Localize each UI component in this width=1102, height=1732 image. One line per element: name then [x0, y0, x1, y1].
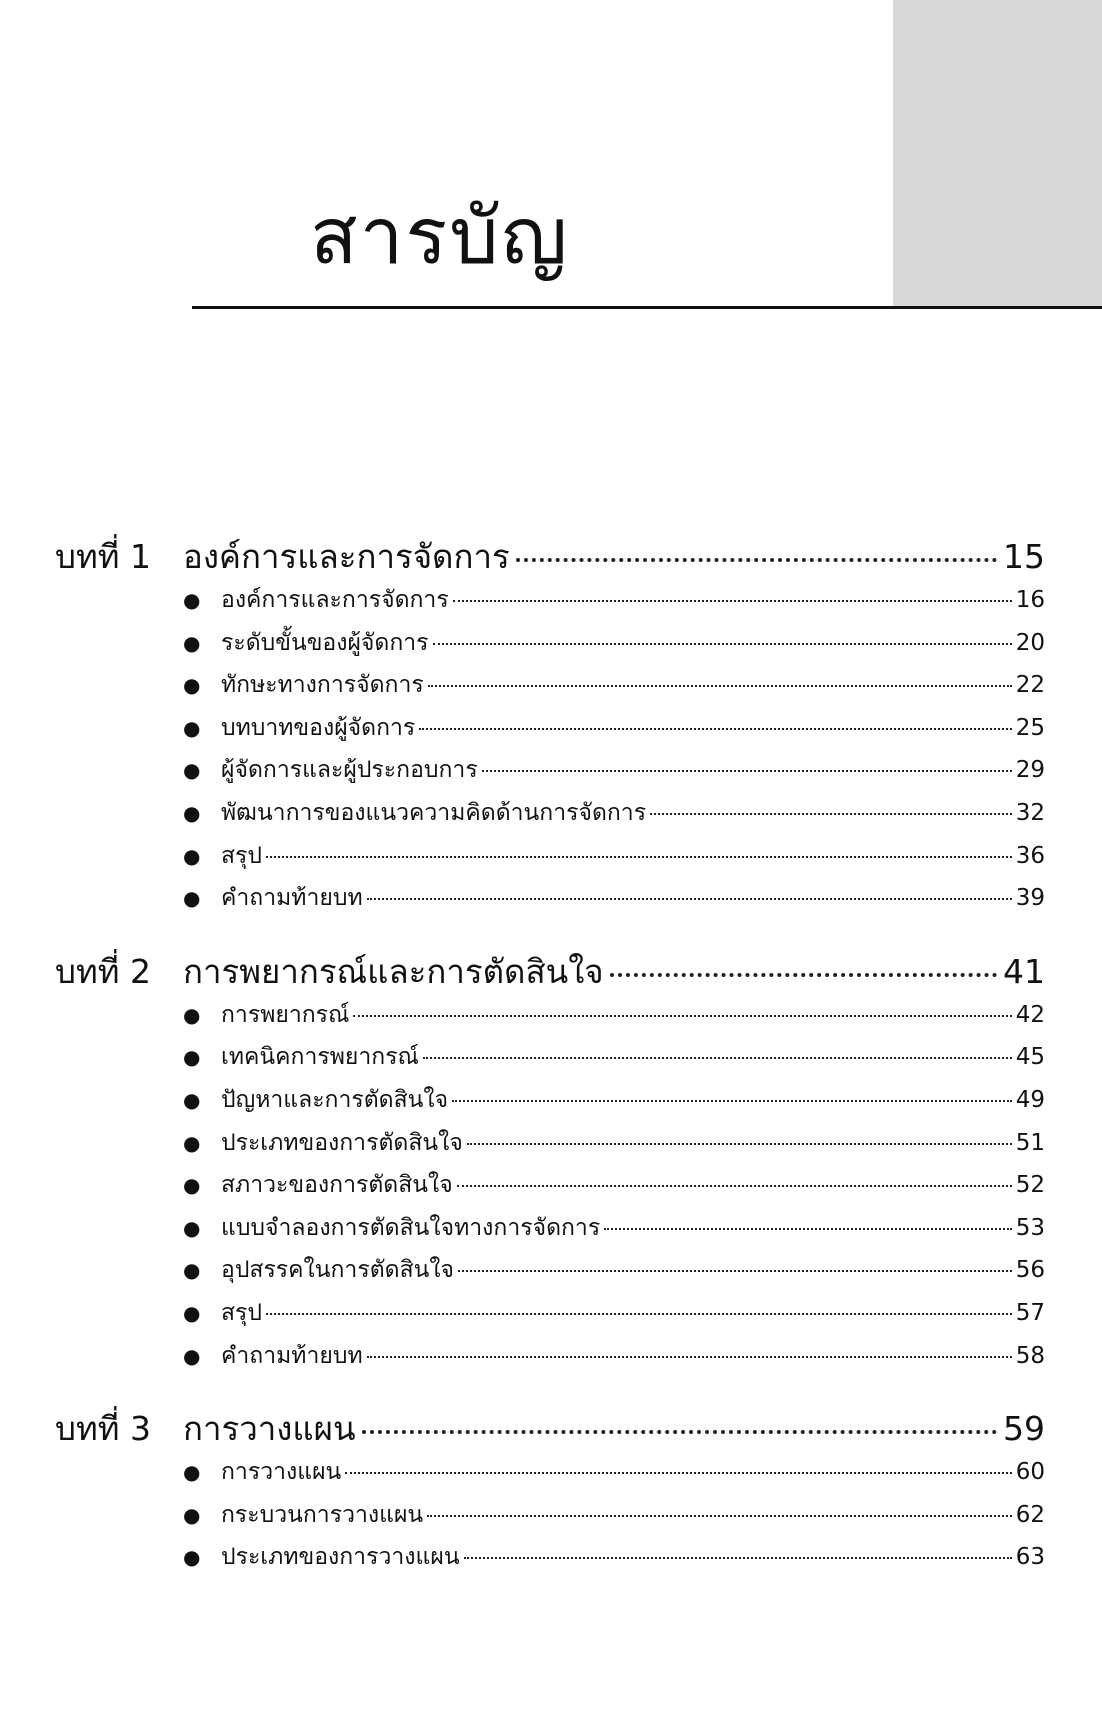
dot-leader [419, 728, 1011, 730]
dot-leader [452, 1100, 1012, 1102]
section-title: อุปสรรคในการตัดสินใจ [221, 1257, 455, 1284]
bullet-icon: ● [183, 800, 201, 825]
section-title: องค์การและการจัดการ [221, 587, 449, 613]
bullet-icon: ● [183, 1045, 201, 1070]
chapter-title: องค์การและการจัดการ [183, 537, 510, 576]
bullet-icon: ● [183, 1258, 201, 1283]
dot-leader [362, 1430, 997, 1434]
toc-chapter [55, 1402, 1045, 1582]
bullet-icon: ● [183, 715, 201, 740]
toc-section-item[interactable] [183, 582, 1045, 625]
dot-leader [427, 1515, 1012, 1517]
toc-section-item[interactable] [183, 795, 1045, 838]
section-page-number: 62 [1015, 1501, 1045, 1528]
toc-section-item[interactable] [183, 667, 1045, 710]
section-page-number: 36 [1015, 842, 1045, 869]
bullet-icon: ● [183, 1545, 201, 1570]
toc-section-item[interactable] [183, 1039, 1045, 1082]
section-page-number: 63 [1015, 1544, 1045, 1571]
dot-leader [266, 1313, 1012, 1315]
bullet-icon: ● [183, 1173, 201, 1198]
section-list [55, 1454, 1045, 1582]
dot-leader [516, 558, 997, 562]
section-title: กระบวนการวางแผน [221, 1501, 424, 1528]
section-page-number: 56 [1015, 1257, 1045, 1284]
section-title: ผู้จัดการและผู้ประกอบการ [221, 757, 478, 784]
toc-section-item[interactable] [183, 880, 1045, 923]
section-title: ระดับขั้นของผู้จัดการ [221, 629, 429, 656]
dot-leader [464, 1557, 1012, 1559]
toc-section-item[interactable] [183, 838, 1045, 881]
section-page-number: 22 [1015, 672, 1045, 699]
section-page-number: 39 [1015, 885, 1045, 912]
section-title: การพยากรณ์ [221, 1001, 350, 1028]
bullet-icon: ● [183, 1502, 201, 1527]
bullet-icon: ● [183, 1300, 201, 1325]
toc-section-item[interactable] [183, 1539, 1045, 1582]
bullet-icon: ● [183, 1087, 201, 1112]
section-page-number: 32 [1015, 799, 1045, 826]
toc-chapter [55, 530, 1045, 923]
title-rule [192, 306, 1102, 309]
dot-leader [367, 1356, 1012, 1358]
dot-leader [457, 1185, 1012, 1187]
dot-leader [266, 856, 1012, 858]
section-page-number: 51 [1015, 1129, 1045, 1156]
chapter-number: บทที่ 2 [55, 951, 151, 991]
chapter-page-number: 59 [1003, 1409, 1045, 1449]
bullet-icon: ● [183, 886, 201, 911]
section-page-number: 29 [1015, 757, 1045, 784]
toc-section-item[interactable] [183, 1338, 1045, 1381]
section-title: พัฒนาการของแนวความคิดด้านการจัดการ [221, 799, 647, 826]
section-title: แบบจำลองการตัดสินใจทางการจัดการ [221, 1214, 601, 1241]
toc-section-item[interactable] [183, 1454, 1045, 1497]
section-title: คำถามท้ายบท [221, 885, 363, 912]
section-title: สรุป [221, 842, 262, 869]
section-title: การวางแผน [221, 1459, 342, 1486]
section-page-number: 52 [1015, 1172, 1045, 1199]
chapter-heading-row[interactable] [55, 1402, 1045, 1454]
section-page-number: 49 [1015, 1086, 1045, 1113]
section-page-number: 45 [1015, 1044, 1045, 1071]
bullet-icon: ● [183, 758, 201, 783]
section-page-number: 53 [1015, 1214, 1045, 1241]
toc-section-item[interactable] [183, 710, 1045, 753]
bullet-icon: ● [183, 1343, 201, 1368]
section-title: ทักษะทางการจัดการ [221, 672, 424, 699]
section-title: สรุป [221, 1299, 262, 1326]
dot-leader [428, 685, 1012, 687]
section-title: ประเภทของการตัดสินใจ [221, 1129, 463, 1156]
toc-chapter [55, 945, 1045, 1380]
section-title: ประเภทของการวางแผน [221, 1544, 460, 1571]
section-title: ปัญหาและการตัดสินใจ [221, 1086, 449, 1113]
section-title: คำถามท้ายบท [221, 1342, 363, 1369]
dot-leader [650, 813, 1012, 815]
toc-section-item[interactable] [183, 1252, 1045, 1295]
dot-leader [610, 973, 997, 977]
dot-leader [458, 1270, 1012, 1272]
section-page-number: 58 [1015, 1342, 1045, 1369]
bullet-icon: ● [183, 630, 201, 655]
corner-tab [893, 0, 1102, 306]
section-page-number: 57 [1015, 1299, 1045, 1326]
dot-leader [367, 898, 1012, 900]
section-page-number: 20 [1015, 629, 1045, 656]
bullet-icon: ● [183, 1215, 201, 1240]
dot-leader [345, 1472, 1011, 1474]
section-title: เทคนิคการพยากรณ์ [221, 1044, 419, 1071]
chapter-title: การพยากรณ์และการตัดสินใจ [183, 951, 604, 991]
table-of-contents [55, 530, 1045, 1604]
chapter-page-number: 41 [1003, 951, 1045, 991]
toc-section-item[interactable] [183, 1210, 1045, 1253]
toc-section-item[interactable] [183, 752, 1045, 795]
section-title: สภาวะของการตัดสินใจ [221, 1172, 453, 1199]
section-title: บทบาทของผู้จัดการ [221, 714, 416, 741]
dot-leader [453, 600, 1012, 602]
page-title: สารบัญ [310, 192, 570, 282]
chapter-title: การวางแผน [183, 1409, 356, 1449]
chapter-page-number: 15 [1003, 537, 1045, 576]
chapter-number: บทที่ 3 [55, 1409, 151, 1449]
toc-section-item[interactable] [183, 1167, 1045, 1210]
bullet-icon: ● [183, 843, 201, 868]
dot-leader [482, 770, 1012, 772]
chapter-number: บทที่ 1 [55, 537, 151, 576]
dot-leader [353, 1015, 1011, 1017]
bullet-icon: ● [183, 1460, 201, 1485]
section-page-number: 42 [1015, 1001, 1045, 1028]
toc-section-item[interactable] [183, 1295, 1045, 1338]
section-page-number: 16 [1015, 587, 1045, 613]
dot-leader [467, 1143, 1012, 1145]
bullet-icon: ● [183, 1002, 201, 1027]
section-page-number: 60 [1015, 1459, 1045, 1486]
section-list [55, 582, 1045, 923]
toc-section-item[interactable] [183, 1497, 1045, 1540]
toc-section-item[interactable] [183, 625, 1045, 668]
toc-section-item[interactable] [183, 1082, 1045, 1125]
chapter-heading-row[interactable] [55, 945, 1045, 997]
bullet-icon: ● [183, 673, 201, 698]
toc-section-item[interactable] [183, 1125, 1045, 1168]
bullet-icon: ● [183, 588, 201, 612]
toc-section-item[interactable] [183, 997, 1045, 1040]
section-list [55, 997, 1045, 1380]
dot-leader [433, 643, 1012, 645]
bullet-icon: ● [183, 1130, 201, 1155]
dot-leader [604, 1228, 1012, 1230]
chapter-heading-row[interactable] [55, 530, 1045, 582]
section-page-number: 25 [1015, 714, 1045, 741]
dot-leader [423, 1057, 1012, 1059]
